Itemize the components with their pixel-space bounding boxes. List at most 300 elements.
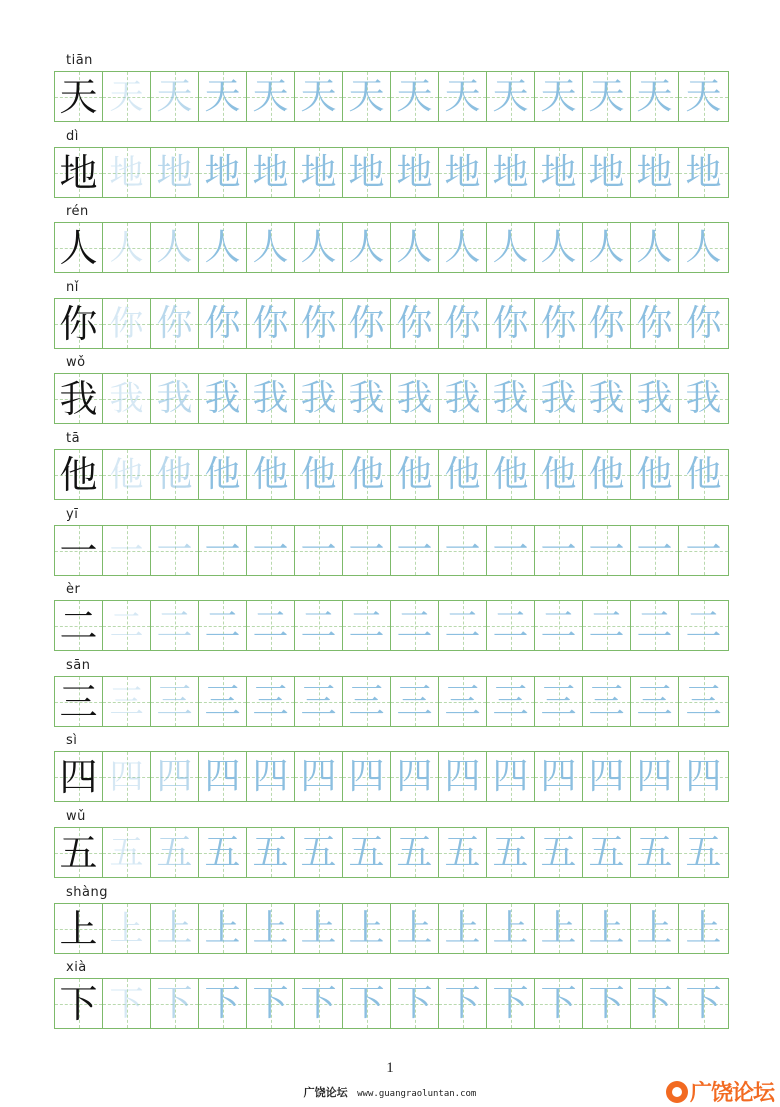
- trace-cell: [103, 374, 151, 423]
- trace-cell: [343, 979, 391, 1028]
- trace-cell: [679, 374, 728, 423]
- model-cell: [55, 601, 103, 650]
- pinyin-label: tā: [66, 431, 81, 446]
- trace-character: 二: [204, 604, 241, 646]
- trace-character: 五: [156, 831, 193, 873]
- trace-cell: [679, 752, 728, 801]
- trace-character: 下: [540, 982, 577, 1024]
- trace-character: 地: [348, 151, 385, 193]
- trace-character: 下: [109, 983, 144, 1024]
- trace-cell: [199, 299, 247, 348]
- footer-site: [0, 1084, 780, 1100]
- practice-row: [54, 129, 729, 198]
- trace-character: 五: [348, 831, 385, 873]
- trace-cell: [247, 828, 295, 877]
- trace-cell: [391, 450, 439, 499]
- page-number: 1: [386, 1060, 394, 1076]
- trace-character: 天: [588, 75, 625, 117]
- trace-character: 他: [444, 453, 481, 495]
- model-cell: [55, 677, 103, 726]
- trace-cell: [535, 450, 583, 499]
- trace-cell: [151, 828, 199, 877]
- trace-character: 二: [444, 604, 481, 646]
- trace-cell: [487, 752, 535, 801]
- trace-character: 四: [588, 755, 625, 797]
- trace-cell: [439, 979, 487, 1028]
- trace-cell: [343, 752, 391, 801]
- trace-character: 你: [492, 302, 529, 344]
- trace-character: 下: [588, 982, 625, 1024]
- trace-cell: [295, 601, 343, 650]
- trace-cell: [295, 148, 343, 197]
- model-cell: [55, 450, 103, 499]
- trace-character: 地: [492, 151, 529, 193]
- trace-character: 他: [204, 453, 241, 495]
- trace-character: 下: [156, 982, 193, 1024]
- trace-cell: [103, 904, 151, 953]
- pinyin-label: wǔ: [66, 809, 86, 824]
- model-cell: [55, 828, 103, 877]
- trace-cell: [247, 752, 295, 801]
- trace-character: 人: [348, 226, 385, 268]
- trace-character: 下: [636, 982, 673, 1024]
- tian-grid: [54, 903, 729, 954]
- trace-character: 人: [156, 226, 193, 268]
- trace-character: 三: [588, 680, 625, 722]
- trace-character: 我: [636, 377, 673, 419]
- trace-character: 下: [348, 982, 385, 1024]
- trace-character: 他: [540, 453, 577, 495]
- trace-cell: [247, 374, 295, 423]
- trace-character: 一: [156, 529, 193, 571]
- trace-character: 地: [588, 151, 625, 193]
- trace-cell: [343, 223, 391, 272]
- trace-cell: [199, 223, 247, 272]
- trace-cell: [439, 450, 487, 499]
- practice-row: [54, 885, 729, 954]
- trace-cell: [391, 828, 439, 877]
- trace-cell: [487, 601, 535, 650]
- model-character: 五: [59, 830, 98, 875]
- trace-cell: [535, 374, 583, 423]
- trace-character: 他: [492, 453, 529, 495]
- practice-row: [54, 960, 729, 1029]
- trace-cell: [247, 148, 295, 197]
- trace-character: 下: [300, 982, 337, 1024]
- trace-cell: [439, 526, 487, 575]
- trace-cell: [343, 148, 391, 197]
- trace-character: 天: [492, 75, 529, 117]
- trace-cell: [343, 828, 391, 877]
- trace-character: 我: [300, 377, 337, 419]
- trace-cell: [583, 299, 631, 348]
- trace-cell: [487, 904, 535, 953]
- trace-character: 地: [685, 151, 722, 193]
- trace-character: 你: [156, 302, 193, 344]
- pinyin-label: yī: [66, 507, 79, 522]
- practice-row: [54, 280, 729, 349]
- trace-character: 天: [685, 75, 722, 117]
- trace-character: 我: [444, 377, 481, 419]
- trace-character: 五: [636, 831, 673, 873]
- trace-character: 四: [444, 755, 481, 797]
- logo-mark-icon: [666, 1081, 688, 1103]
- trace-cell: [439, 904, 487, 953]
- trace-character: 他: [396, 453, 433, 495]
- trace-character: 上: [252, 907, 289, 949]
- trace-cell: [583, 374, 631, 423]
- trace-character: 我: [204, 377, 241, 419]
- trace-character: 三: [636, 680, 673, 722]
- trace-cell: [247, 904, 295, 953]
- trace-character: 你: [396, 302, 433, 344]
- trace-character: 天: [396, 75, 433, 117]
- trace-character: 他: [348, 453, 385, 495]
- trace-cell: [439, 601, 487, 650]
- trace-character: 上: [540, 907, 577, 949]
- model-character: 四: [59, 754, 98, 799]
- trace-character: 他: [685, 453, 722, 495]
- trace-cell: [487, 374, 535, 423]
- pinyin-label: tiān: [66, 53, 93, 68]
- pinyin-label: sì: [66, 733, 78, 748]
- trace-cell: [343, 677, 391, 726]
- trace-character: 地: [252, 151, 289, 193]
- trace-cell: [199, 828, 247, 877]
- trace-cell: [583, 148, 631, 197]
- trace-character: 四: [109, 756, 144, 797]
- trace-character: 下: [444, 982, 481, 1024]
- trace-character: 一: [396, 529, 433, 571]
- trace-character: 三: [300, 680, 337, 722]
- trace-character: 一: [492, 529, 529, 571]
- pinyin-label: xià: [66, 960, 87, 975]
- trace-cell: [487, 148, 535, 197]
- practice-row: [54, 809, 729, 878]
- tian-grid: [54, 600, 729, 651]
- trace-cell: [151, 450, 199, 499]
- trace-cell: [391, 752, 439, 801]
- trace-cell: [487, 828, 535, 877]
- trace-character: 上: [109, 908, 144, 949]
- trace-cell: [679, 828, 728, 877]
- trace-character: 五: [300, 831, 337, 873]
- trace-cell: [151, 223, 199, 272]
- trace-cell: [151, 148, 199, 197]
- trace-character: 四: [204, 755, 241, 797]
- trace-cell: [295, 450, 343, 499]
- trace-character: 四: [685, 755, 722, 797]
- trace-cell: [535, 904, 583, 953]
- trace-cell: [631, 677, 679, 726]
- trace-character: 人: [685, 226, 722, 268]
- tian-grid: [54, 676, 729, 727]
- trace-character: 二: [685, 604, 722, 646]
- trace-character: 五: [444, 831, 481, 873]
- trace-cell: [391, 601, 439, 650]
- trace-cell: [199, 904, 247, 953]
- trace-character: 地: [300, 151, 337, 193]
- trace-character: 我: [492, 377, 529, 419]
- trace-character: 我: [588, 377, 625, 419]
- trace-cell: [295, 72, 343, 121]
- trace-character: 他: [156, 453, 193, 495]
- trace-character: 上: [300, 907, 337, 949]
- trace-character: 天: [156, 75, 193, 117]
- trace-character: 三: [252, 680, 289, 722]
- trace-cell: [103, 828, 151, 877]
- trace-character: 你: [252, 302, 289, 344]
- trace-cell: [391, 72, 439, 121]
- trace-cell: [103, 752, 151, 801]
- trace-cell: [295, 752, 343, 801]
- trace-character: 五: [109, 832, 144, 873]
- pinyin-label: rén: [66, 204, 89, 219]
- trace-character: 上: [396, 907, 433, 949]
- trace-character: 下: [685, 982, 722, 1024]
- model-cell: [55, 299, 103, 348]
- practice-row: [54, 733, 729, 802]
- trace-cell: [535, 601, 583, 650]
- trace-cell: [103, 148, 151, 197]
- trace-character: 人: [204, 226, 241, 268]
- trace-cell: [583, 904, 631, 953]
- trace-cell: [439, 299, 487, 348]
- trace-character: 他: [636, 453, 673, 495]
- trace-cell: [343, 374, 391, 423]
- trace-cell: [583, 752, 631, 801]
- trace-cell: [151, 601, 199, 650]
- trace-character: 五: [396, 831, 433, 873]
- trace-character: 上: [348, 907, 385, 949]
- practice-row: [54, 53, 729, 122]
- trace-character: 我: [540, 377, 577, 419]
- trace-character: 人: [492, 226, 529, 268]
- trace-character: 一: [109, 530, 144, 571]
- trace-character: 你: [588, 302, 625, 344]
- trace-cell: [247, 979, 295, 1028]
- trace-cell: [103, 979, 151, 1028]
- trace-character: 四: [492, 755, 529, 797]
- trace-cell: [535, 752, 583, 801]
- trace-character: 你: [685, 302, 722, 344]
- trace-character: 他: [252, 453, 289, 495]
- trace-character: 天: [636, 75, 673, 117]
- trace-character: 二: [252, 604, 289, 646]
- trace-character: 你: [636, 302, 673, 344]
- trace-character: 他: [588, 453, 625, 495]
- trace-character: 二: [348, 604, 385, 646]
- trace-cell: [679, 601, 728, 650]
- trace-cell: [295, 299, 343, 348]
- trace-character: 我: [252, 377, 289, 419]
- trace-character: 我: [685, 377, 722, 419]
- trace-cell: [151, 374, 199, 423]
- trace-character: 二: [396, 604, 433, 646]
- trace-cell: [391, 223, 439, 272]
- trace-cell: [151, 904, 199, 953]
- trace-character: 上: [636, 907, 673, 949]
- trace-cell: [631, 752, 679, 801]
- trace-character: 下: [204, 982, 241, 1024]
- trace-character: 三: [540, 680, 577, 722]
- trace-cell: [199, 374, 247, 423]
- trace-character: 一: [636, 529, 673, 571]
- trace-cell: [199, 979, 247, 1028]
- trace-cell: [247, 526, 295, 575]
- trace-cell: [295, 677, 343, 726]
- trace-character: 地: [156, 151, 193, 193]
- model-cell: [55, 223, 103, 272]
- trace-character: 一: [685, 529, 722, 571]
- trace-cell: [391, 904, 439, 953]
- practice-row: [54, 507, 729, 576]
- trace-character: 我: [348, 377, 385, 419]
- trace-cell: [151, 72, 199, 121]
- trace-character: 我: [156, 377, 193, 419]
- trace-character: 一: [588, 529, 625, 571]
- trace-cell: [295, 904, 343, 953]
- trace-cell: [343, 450, 391, 499]
- trace-cell: [343, 526, 391, 575]
- trace-cell: [583, 526, 631, 575]
- trace-cell: [343, 72, 391, 121]
- trace-cell: [583, 601, 631, 650]
- trace-character: 人: [540, 226, 577, 268]
- trace-cell: [631, 979, 679, 1028]
- trace-cell: [583, 677, 631, 726]
- trace-cell: [439, 223, 487, 272]
- trace-cell: [247, 72, 295, 121]
- practice-row: [54, 355, 729, 424]
- practice-row: [54, 204, 729, 273]
- trace-cell: [199, 601, 247, 650]
- trace-character: 天: [204, 75, 241, 117]
- trace-cell: [103, 450, 151, 499]
- trace-character: 地: [636, 151, 673, 193]
- trace-cell: [583, 450, 631, 499]
- trace-cell: [631, 374, 679, 423]
- trace-cell: [439, 828, 487, 877]
- trace-cell: [583, 72, 631, 121]
- trace-character: 上: [444, 907, 481, 949]
- trace-cell: [391, 979, 439, 1028]
- trace-cell: [631, 72, 679, 121]
- logo-text: 广饶论坛: [689, 1081, 774, 1106]
- trace-character: 人: [109, 227, 144, 268]
- practice-row: [54, 658, 729, 727]
- trace-cell: [679, 148, 728, 197]
- trace-cell: [631, 299, 679, 348]
- trace-cell: [103, 72, 151, 121]
- trace-character: 二: [156, 604, 193, 646]
- trace-character: 他: [300, 453, 337, 495]
- trace-cell: [295, 374, 343, 423]
- trace-character: 我: [109, 378, 144, 419]
- trace-cell: [679, 526, 728, 575]
- tian-grid: [54, 222, 729, 273]
- trace-cell: [103, 677, 151, 726]
- model-character: 天: [59, 74, 98, 119]
- tian-grid: [54, 827, 729, 878]
- model-character: 二: [59, 603, 98, 648]
- trace-character: 五: [685, 831, 722, 873]
- logo: [666, 1076, 774, 1107]
- trace-character: 三: [492, 680, 529, 722]
- trace-cell: [487, 450, 535, 499]
- trace-character: 五: [588, 831, 625, 873]
- trace-cell: [199, 450, 247, 499]
- trace-character: 上: [156, 907, 193, 949]
- trace-character: 人: [636, 226, 673, 268]
- trace-character: 三: [156, 680, 193, 722]
- trace-cell: [295, 223, 343, 272]
- trace-character: 地: [444, 151, 481, 193]
- trace-character: 下: [396, 982, 433, 1024]
- trace-character: 二: [636, 604, 673, 646]
- trace-character: 上: [492, 907, 529, 949]
- trace-cell: [247, 299, 295, 348]
- trace-cell: [247, 223, 295, 272]
- footer-site-name: 广饶论坛: [303, 1086, 348, 1099]
- tian-grid: [54, 298, 729, 349]
- trace-cell: [631, 148, 679, 197]
- model-character: 地: [59, 150, 98, 195]
- trace-character: 三: [396, 680, 433, 722]
- trace-character: 二: [540, 604, 577, 646]
- trace-cell: [583, 979, 631, 1028]
- trace-character: 下: [492, 982, 529, 1024]
- trace-cell: [679, 299, 728, 348]
- tian-grid: [54, 449, 729, 500]
- trace-cell: [103, 601, 151, 650]
- trace-cell: [247, 601, 295, 650]
- trace-cell: [151, 979, 199, 1028]
- trace-cell: [151, 526, 199, 575]
- trace-cell: [391, 148, 439, 197]
- trace-cell: [295, 979, 343, 1028]
- trace-cell: [391, 677, 439, 726]
- trace-cell: [679, 677, 728, 726]
- trace-character: 五: [540, 831, 577, 873]
- tian-grid: [54, 525, 729, 576]
- trace-character: 你: [348, 302, 385, 344]
- trace-cell: [391, 526, 439, 575]
- trace-character: 天: [252, 75, 289, 117]
- trace-cell: [199, 148, 247, 197]
- trace-cell: [679, 904, 728, 953]
- trace-cell: [247, 450, 295, 499]
- trace-character: 你: [109, 303, 144, 344]
- trace-cell: [439, 374, 487, 423]
- pinyin-label: nǐ: [66, 280, 79, 295]
- model-character: 你: [59, 301, 98, 346]
- trace-cell: [679, 450, 728, 499]
- trace-character: 三: [348, 680, 385, 722]
- trace-cell: [103, 299, 151, 348]
- tian-grid: [54, 147, 729, 198]
- trace-cell: [439, 72, 487, 121]
- tian-grid: [54, 373, 729, 424]
- model-character: 他: [59, 452, 98, 497]
- trace-character: 四: [396, 755, 433, 797]
- pinyin-label: sān: [66, 658, 91, 673]
- model-cell: [55, 72, 103, 121]
- trace-cell: [103, 223, 151, 272]
- trace-cell: [487, 526, 535, 575]
- pinyin-label: wǒ: [66, 355, 86, 370]
- trace-character: 五: [204, 831, 241, 873]
